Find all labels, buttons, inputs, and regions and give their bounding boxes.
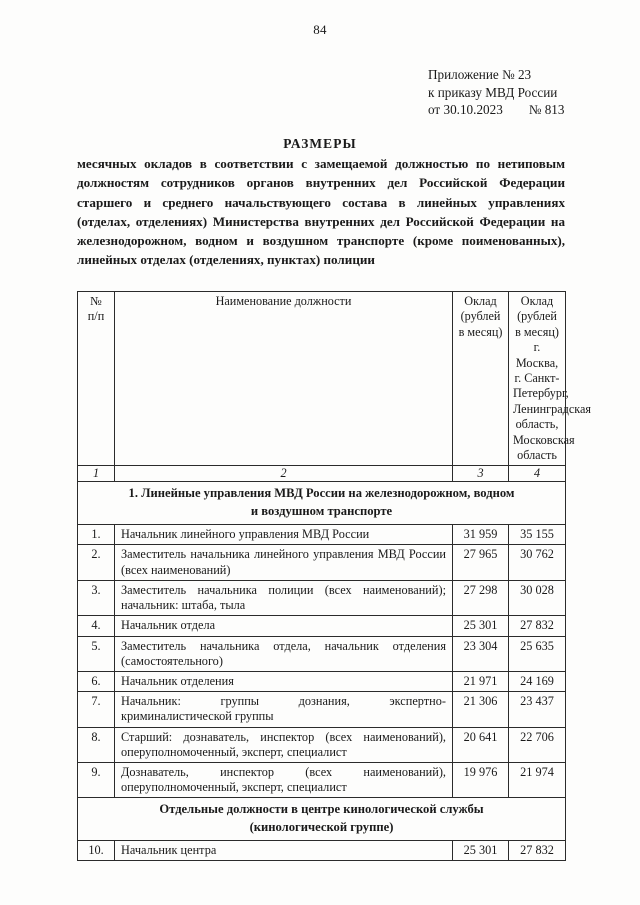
header-salary-line3: в месяц) bbox=[458, 324, 503, 339]
row-position-name: Заместитель начальника линейного управления МВД России (всех наименований) bbox=[115, 545, 453, 580]
row-salary-capital: 24 169 bbox=[509, 671, 566, 691]
row-number: 4. bbox=[78, 616, 115, 636]
row-salary-capital: 27 832 bbox=[509, 841, 566, 861]
row-number: 10. bbox=[78, 841, 115, 861]
row-salary-capital: 30 028 bbox=[509, 580, 566, 615]
header-salary-capital-line1: Оклад (рублей bbox=[517, 294, 557, 324]
table-row bbox=[78, 671, 566, 691]
salary-table bbox=[77, 291, 592, 861]
table-section-header-row bbox=[78, 482, 566, 525]
header-salary-capital-line5: Петербург, bbox=[513, 386, 569, 401]
column-number-1: 1 bbox=[78, 466, 115, 482]
section-title bbox=[78, 798, 566, 841]
row-salary-capital: 23 437 bbox=[509, 692, 566, 727]
row-position-name: Начальник: группы дознания, экспертно-криминалистической группы bbox=[115, 692, 453, 727]
appendix-number: Приложение № 23 bbox=[428, 67, 532, 82]
table-row bbox=[78, 692, 566, 727]
row-salary: 27 965 bbox=[453, 545, 509, 580]
header-salary-capital-line7: область, bbox=[515, 417, 559, 432]
row-number: 6. bbox=[78, 671, 115, 691]
row-number: 1. bbox=[78, 525, 115, 545]
row-salary: 25 301 bbox=[453, 841, 509, 861]
section-title-line2: (кинологической группе) bbox=[249, 819, 394, 834]
section-title bbox=[78, 482, 566, 525]
header-cell-position: Наименование должности bbox=[115, 292, 453, 466]
row-number: 3. bbox=[78, 580, 115, 615]
row-number: 7. bbox=[78, 692, 115, 727]
header-salary-line1: Оклад bbox=[464, 294, 497, 308]
header-salary-capital-line9: область bbox=[517, 448, 557, 463]
appendix-order-date: от 30.10.2023 bbox=[428, 102, 503, 117]
appendix-order-authority: к приказу МВД России bbox=[428, 84, 558, 100]
row-salary: 21 306 bbox=[453, 692, 509, 727]
row-salary: 21 971 bbox=[453, 671, 509, 691]
header-salary-capital-line3: г. Москва, bbox=[515, 340, 559, 370]
row-number: 9. bbox=[78, 762, 115, 797]
header-salary-capital-line2: в месяц) bbox=[515, 324, 559, 339]
column-number-2: 2 bbox=[115, 466, 453, 482]
row-position-name: Начальник линейного управления МВД России bbox=[115, 525, 453, 545]
row-position-name: Начальник центра bbox=[115, 841, 453, 861]
row-number: 2. bbox=[78, 545, 115, 580]
row-salary: 25 301 bbox=[453, 616, 509, 636]
row-salary: 20 641 bbox=[453, 727, 509, 762]
row-number: 5. bbox=[78, 636, 115, 671]
row-salary: 19 976 bbox=[453, 762, 509, 797]
header-cell-salary bbox=[453, 292, 509, 466]
row-salary: 23 304 bbox=[453, 636, 509, 671]
row-number: 8. bbox=[78, 727, 115, 762]
table-header-row bbox=[78, 292, 566, 466]
document-title: РАЗМЕРЫ bbox=[283, 136, 357, 151]
section-title-line1: 1. Линейные управления МВД России на железнодорожном, водном bbox=[128, 486, 515, 501]
table-row bbox=[78, 580, 566, 615]
header-salary-capital-line8: Московская bbox=[513, 432, 575, 447]
section-title-line2: и воздушном транспорте bbox=[250, 503, 393, 518]
table-row bbox=[78, 545, 566, 580]
row-salary-capital: 25 635 bbox=[509, 636, 566, 671]
row-salary: 31 959 bbox=[453, 525, 509, 545]
row-position-name: Начальник отделения bbox=[115, 671, 453, 691]
row-salary-capital: 35 155 bbox=[509, 525, 566, 545]
row-salary-capital: 21 974 bbox=[509, 762, 566, 797]
page-number: 84 bbox=[313, 22, 327, 37]
header-cell-salary-capital bbox=[509, 292, 592, 466]
header-salary-line2: (рублей bbox=[460, 309, 501, 324]
appendix-order-line bbox=[428, 101, 628, 119]
table-row bbox=[78, 762, 566, 797]
appendix-order-number: № 813 bbox=[528, 102, 565, 117]
table-row bbox=[78, 636, 566, 671]
header-number-line2: п/п bbox=[87, 309, 105, 324]
table-section-header-row bbox=[78, 798, 566, 841]
table-row bbox=[78, 616, 566, 636]
header-number-line1: № bbox=[90, 294, 102, 308]
column-number-4: 4 bbox=[509, 466, 566, 482]
section-title-line1: Отдельные должности в центре кинологической службы bbox=[159, 802, 484, 817]
row-position-name: Заместитель начальника полиции (всех наименований); начальник: штаба, тыла bbox=[115, 580, 453, 615]
table-row bbox=[78, 525, 566, 545]
appendix-reference-block bbox=[428, 66, 628, 119]
table-row bbox=[78, 841, 566, 861]
row-position-name: Старший: дознаватель, инспектор (всех наименований), оперуполномоченный, эксперт, специалист bbox=[115, 727, 453, 762]
row-position-name: Дознаватель, инспектор (всех наименований), оперуполномоченный, эксперт, специалист bbox=[115, 762, 453, 797]
header-salary-capital-line4: г. Санкт- bbox=[514, 371, 560, 386]
row-salary-capital: 22 706 bbox=[509, 727, 566, 762]
table-column-numbering-row bbox=[78, 466, 566, 482]
column-number-3: 3 bbox=[453, 466, 509, 482]
row-salary-capital: 30 762 bbox=[509, 545, 566, 580]
header-salary-capital-line6: Ленинградская bbox=[513, 401, 592, 416]
table-row bbox=[78, 727, 566, 762]
document-intro-paragraph: месячных окладов в соответствии с замещаемой должностью по нетиповым должностям сотрудников органов внутренних дел Российской Федерации старшего и среднего начальствующего состава в линейных управлениях (отделах, отделениях) Министерства внутренних дел Российской Федерации на железнодорожном, водном и воздушном транспорте (кроме поименованных), линейных отделах (отделениях, пунктах) полиции bbox=[77, 156, 565, 268]
row-salary-capital: 27 832 bbox=[509, 616, 566, 636]
row-salary: 27 298 bbox=[453, 580, 509, 615]
row-position-name: Начальник отдела bbox=[115, 616, 453, 636]
row-position-name: Заместитель начальника отдела, начальник отделения (самостоятельного) bbox=[115, 636, 453, 671]
header-cell-number bbox=[78, 292, 115, 466]
